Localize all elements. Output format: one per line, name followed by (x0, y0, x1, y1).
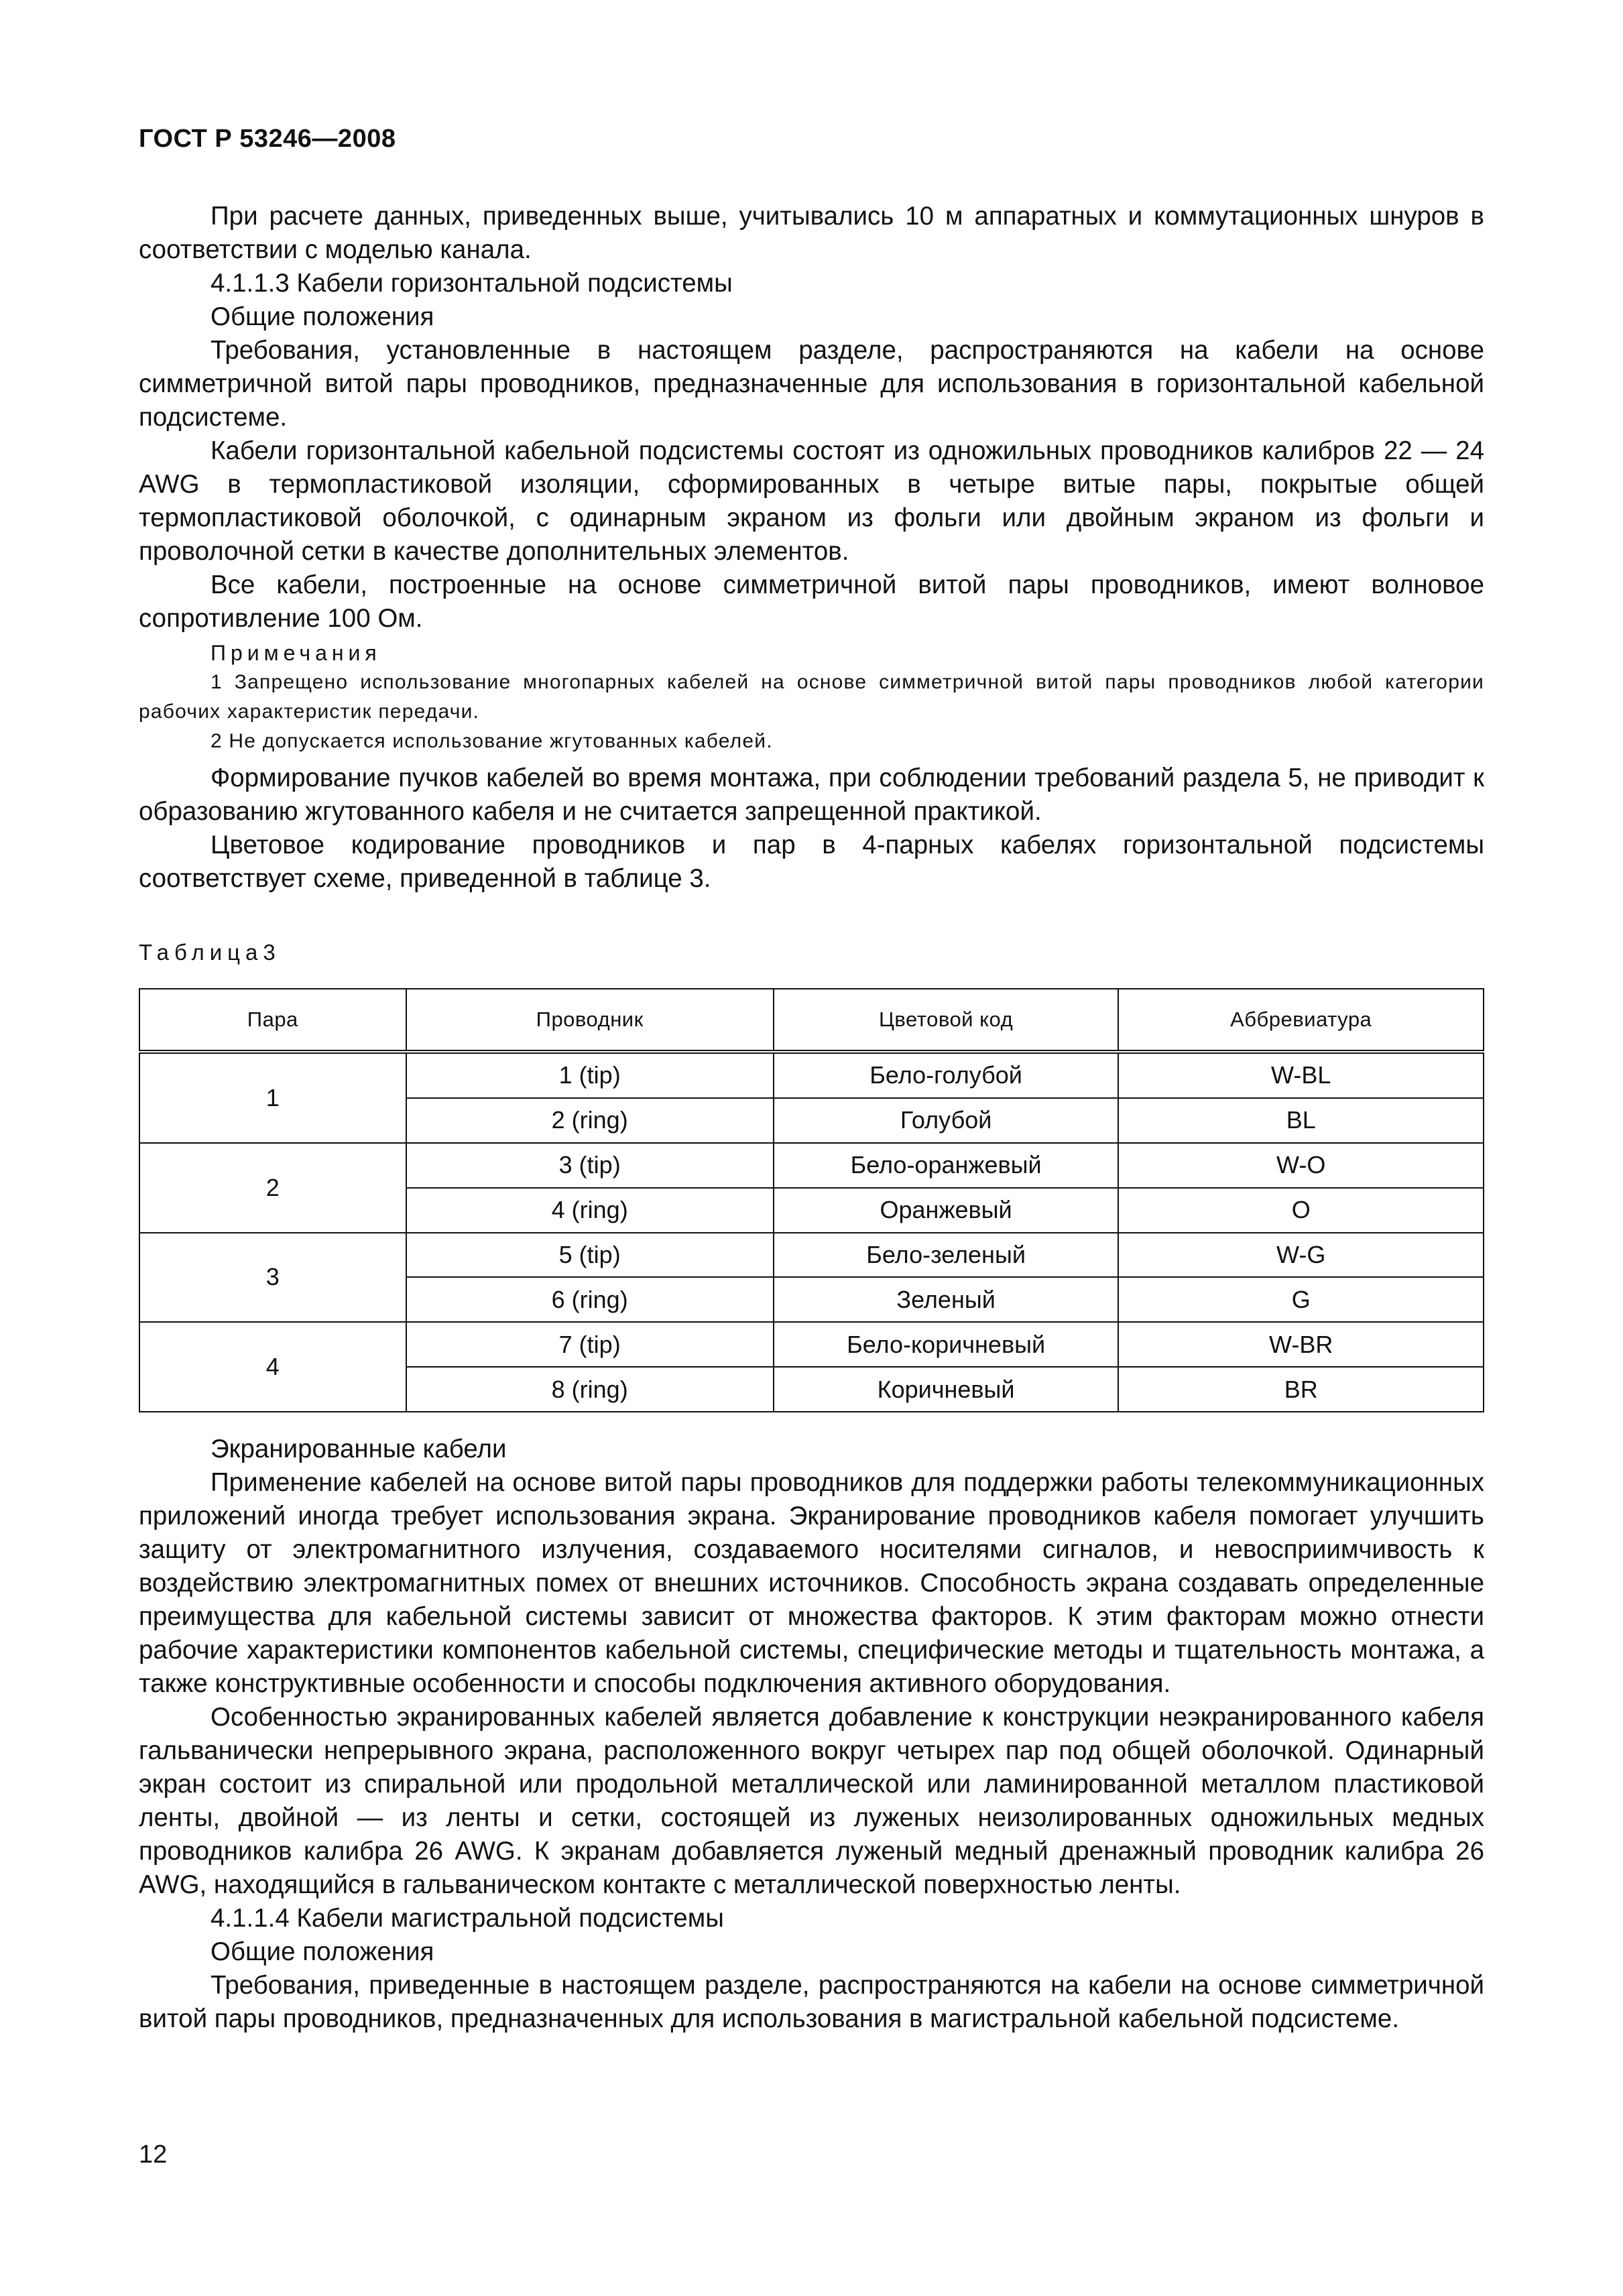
column-header: Проводник (406, 989, 774, 1052)
subsection-subheading: Экранированные кабели (211, 1435, 507, 1463)
pair-cell: 1 (139, 1052, 406, 1143)
table-row (139, 1143, 1484, 1188)
subsection-heading: 4.1.1.3 Кабели горизонтальной подсистемы (211, 269, 733, 298)
section-3 (139, 1433, 1484, 2036)
subsection-subheading: Общие положения (211, 302, 434, 331)
color-cell: Бело-оранжевый (774, 1143, 1119, 1188)
pair-cell: 3 (139, 1233, 406, 1323)
abbreviation-cell: O (1118, 1188, 1484, 1233)
page-number: 12 (139, 2140, 168, 2169)
paragraph: Применение кабелей на основе витой пары проводников для поддержки работы телекоммуникационных приложений иногда требует использования экрана. Экранирование проводников кабеля помогает улучшить защиту от электромагнитного излучения, создаваемого носителями сигналов, и невосприимчивость к воздействию электромагнитных помех от внешних источников. Способность экрана создавать определенные преимущества для кабельной системы зависит от множества факторов. К этим факторам можно отнести рабочие характеристики компонентов кабельной системы, специфические методы и тщательность монтажа, а также конструктивные особенности и способы подключения активного оборудования. (139, 1468, 1484, 1698)
color-cell: Бело-голубой (774, 1052, 1119, 1098)
paragraph: Кабели горизонтальной кабельной подсистемы состоят из одножильных проводников калибров 22 — 24 AWG в термопластиковой изоляции, сформированных в четыре витые пары, покрытые общей термопластиковой оболочкой, с одинарным экраном из фольги или двойным экраном из фольги и проволочной сетки в качестве дополнительных элементов. (139, 436, 1484, 566)
subsection-heading: 4.1.1.4 Кабели магистральной подсистемы (211, 1904, 724, 1933)
color-cell: Зеленый (774, 1277, 1119, 1322)
conductor-cell: 6 (ring) (406, 1277, 774, 1322)
subsection-subheading: Общие положения (211, 1937, 434, 1966)
table-row (139, 1322, 1484, 1367)
color-cell: Бело-коричневый (774, 1322, 1119, 1367)
paragraph: Формирование пучков кабелей во время монтажа, при соблюдении требований раздела 5, не приводит к образованию жгутованного кабеля и не считается запрещенной практикой. (139, 764, 1484, 826)
conductor-cell: 7 (tip) (406, 1322, 774, 1367)
document-header: ГОСТ Р 53246—2008 (139, 125, 396, 153)
paragraph: При расчете данных, приведенных выше, учитывались 10 м аппаратных и коммутационных шнуров в соответствии с моделью канала. (139, 202, 1484, 264)
color-cell: Бело-зеленый (774, 1233, 1119, 1278)
paragraph: Требования, приведенные в настоящем разделе, распространяются на кабели на основе симметричной витой пары проводников, предназначенных для использования в магистральной кабельной подсистеме. (139, 1971, 1484, 2033)
column-header: Пара (139, 989, 406, 1052)
table-caption: Таблица3 (139, 940, 281, 965)
abbreviation-cell: W-G (1118, 1233, 1484, 1278)
pair-cell: 2 (139, 1143, 406, 1233)
abbreviation-cell: W-BR (1118, 1322, 1484, 1367)
conductor-cell: 3 (tip) (406, 1143, 774, 1188)
abbreviation-cell: BL (1118, 1098, 1484, 1143)
notes-title: Примечания (211, 641, 381, 665)
table-header-row (139, 989, 1484, 1052)
note-item: 1 Запрещено использование многопарных кабелей на основе симметричной витой пары проводников любой категории рабочих характеристик передачи. (139, 671, 1484, 723)
paragraph: Требования, установленные в настоящем разделе, распространяются на кабели на основе симметричной витой пары проводников, предназначенные для использования в горизонтальной кабельной подсистеме. (139, 336, 1484, 432)
column-header: Цветовой код (774, 989, 1119, 1052)
column-header: Аббревиатура (1118, 989, 1484, 1052)
note-item: 2 Не допускается использование жгутованных кабелей. (211, 730, 773, 752)
table-row (139, 1233, 1484, 1278)
conductor-cell: 5 (tip) (406, 1233, 774, 1278)
table-row (139, 1052, 1484, 1098)
conductor-cell: 8 (ring) (406, 1367, 774, 1412)
abbreviation-cell: BR (1118, 1367, 1484, 1412)
color-cell: Коричневый (774, 1367, 1119, 1412)
color-code-table (139, 988, 1484, 1412)
conductor-cell: 2 (ring) (406, 1098, 774, 1143)
paragraph: Особенностью экранированных кабелей является добавление к конструкции неэкранированного кабеля гальванически непрерывного экрана, расположенного вокруг четырех пар под общей оболочкой. Одинарный экран состоит из спиральной или продольной металлической или ламинированной металлом пластиковой ленты, двойной — из ленты и сетки, состоящей из луженых неизолированных одножильных медных проводников калибра 26 AWG. К экранам добавляется луженый медный дренажный проводник калибра 26 AWG, находящийся в гальваническом контакте с металлической поверхностью ленты. (139, 1703, 1484, 1899)
color-cell: Оранжевый (774, 1188, 1119, 1233)
abbreviation-cell: W-BL (1118, 1052, 1484, 1098)
abbreviation-cell: W-O (1118, 1143, 1484, 1188)
conductor-cell: 1 (tip) (406, 1052, 774, 1098)
conductor-cell: 4 (ring) (406, 1188, 774, 1233)
color-cell: Голубой (774, 1098, 1119, 1143)
paragraph: Цветовое кодирование проводников и пар в 4-парных кабелях горизонтальной подсистемы соответствует схеме, приведенной в таблице 3. (139, 831, 1484, 893)
paragraph: Все кабели, построенные на основе симметричной витой пары проводников, имеют волновое сопротивление 100 Ом. (139, 570, 1484, 633)
pair-cell: 4 (139, 1322, 406, 1412)
section-1 (139, 200, 1484, 896)
abbreviation-cell: G (1118, 1277, 1484, 1322)
